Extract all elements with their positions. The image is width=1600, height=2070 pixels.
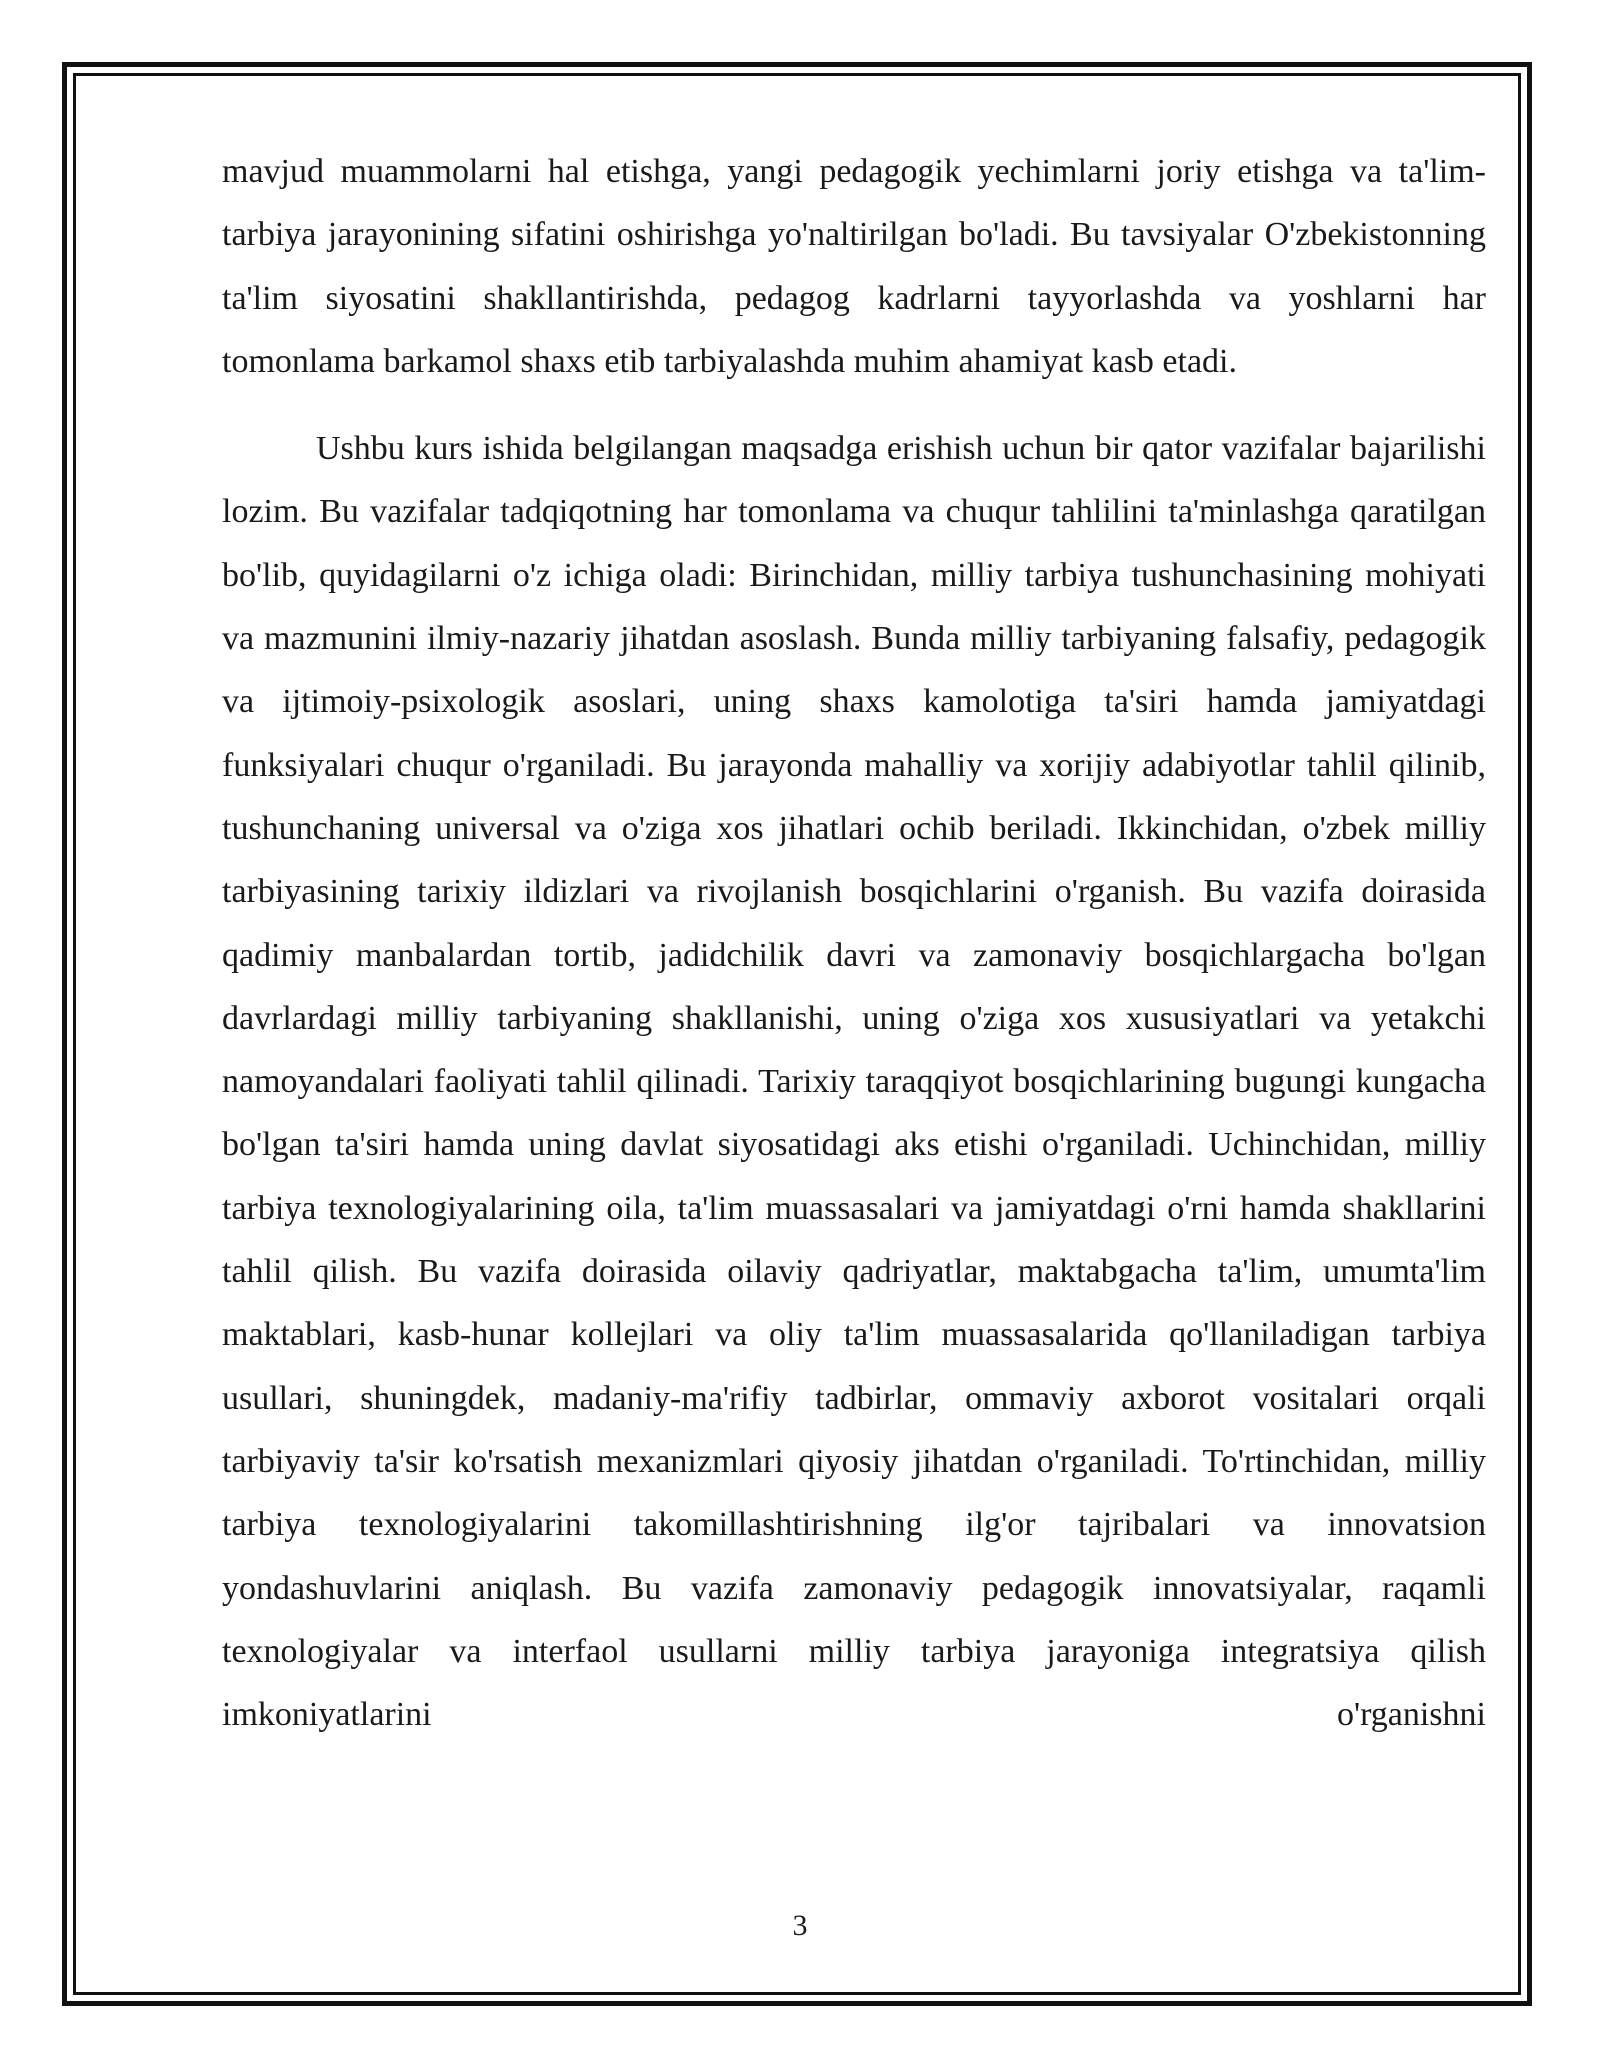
page-number: 3 (792, 1909, 808, 1942)
document-body (222, 140, 1486, 1746)
paragraph-1: mavjud muammolarni hal etishga, yangi pedagogik yechimlarni joriy etishga va ta'lim-tarbiya jarayonining sifatini oshirishga yo'naltirilgan bo'ladi. Bu tavsiyalar O'zbekistonning ta'lim siyosatini shakllantirishda, pedagog kadrlarni tayyorlashda va yoshlarni har tomonlama barkamol shaxs etib tarbiyalashda muhim ahamiyat kasb etadi. (222, 153, 1486, 380)
paragraph-2: Ushbu kurs ishida belgilangan maqsadga erishish uchun bir qator vazifalar bajarilishi lozim. Bu vazifalar tadqiqotning har tomonlama va chuqur tahlilini ta'minlashga qaratilgan bo'lib, quyidagilarni o'z ichiga oladi: Birinchidan, milliy tarbiya tushunchasining mohiyati va mazmunini ilmiy-nazariy jihatdan asoslash. Bunda milliy tarbiyaning falsafiy, pedagogik va ijtimoiy-psixologik asoslari, uning shaxs kamolotiga ta'siri hamda jamiyatdagi funksiyalari chuqur o'rganiladi. Bu jarayonda mahalliy va xorijiy adabiyotlar tahlil qilinib, tushunchaning universal va o'ziga xos jihatlari ochib beriladi. Ikkinchidan, o'zbek milliy tarbiyasining tarixiy ildizlari va rivojlanish bosqichlarini o'rganish. Bu vazifa doirasida qadimiy manbalardan tortib, jadidchilik davri va zamonaviy bosqichlargacha bo'lgan davrlardagi milliy tarbiyaning shakllanishi, uning o'ziga xos xususiyatlari va yetakchi namoyandalari faoliyati tahlil qilinadi. Tarixiy taraqqiyot bosqichlarining bugungi kungacha bo'lgan ta'siri hamda uning davlat siyosatidagi aks etishi o'rganiladi. Uchinchidan, milliy tarbiya texnologiyalarining oila, ta'lim muassasalari va jamiyatdagi o'rni hamda shakllarini tahlil qilish. Bu vazifa doirasida oilaviy qadriyatlar, maktabgacha ta'lim, umumta'lim maktablari, kasb-hunar kollejlari va oliy ta'lim muassasalarida qo'llaniladigan tarbiya usullari, shuningdek, madaniy-ma'rifiy tadbirlar, ommaviy axborot vositalari orqali tarbiyaviy ta'sir ko'rsatish mexanizmlari qiyosiy jihatdan o'rganiladi. To'rtinchidan, milliy tarbiya texnologiyalarini takomillashtirishning ilg'or tajribalari va innovatsion yondashuvlarini aniqlash. Bu vazifa zamonaviy pedagogik innovatsiyalar, raqamli texnologiyalar va interfaol usullarni milliy tarbiya jarayoniga integratsiya qilish imkoniyatlarini o'rganishni (222, 430, 1486, 1734)
